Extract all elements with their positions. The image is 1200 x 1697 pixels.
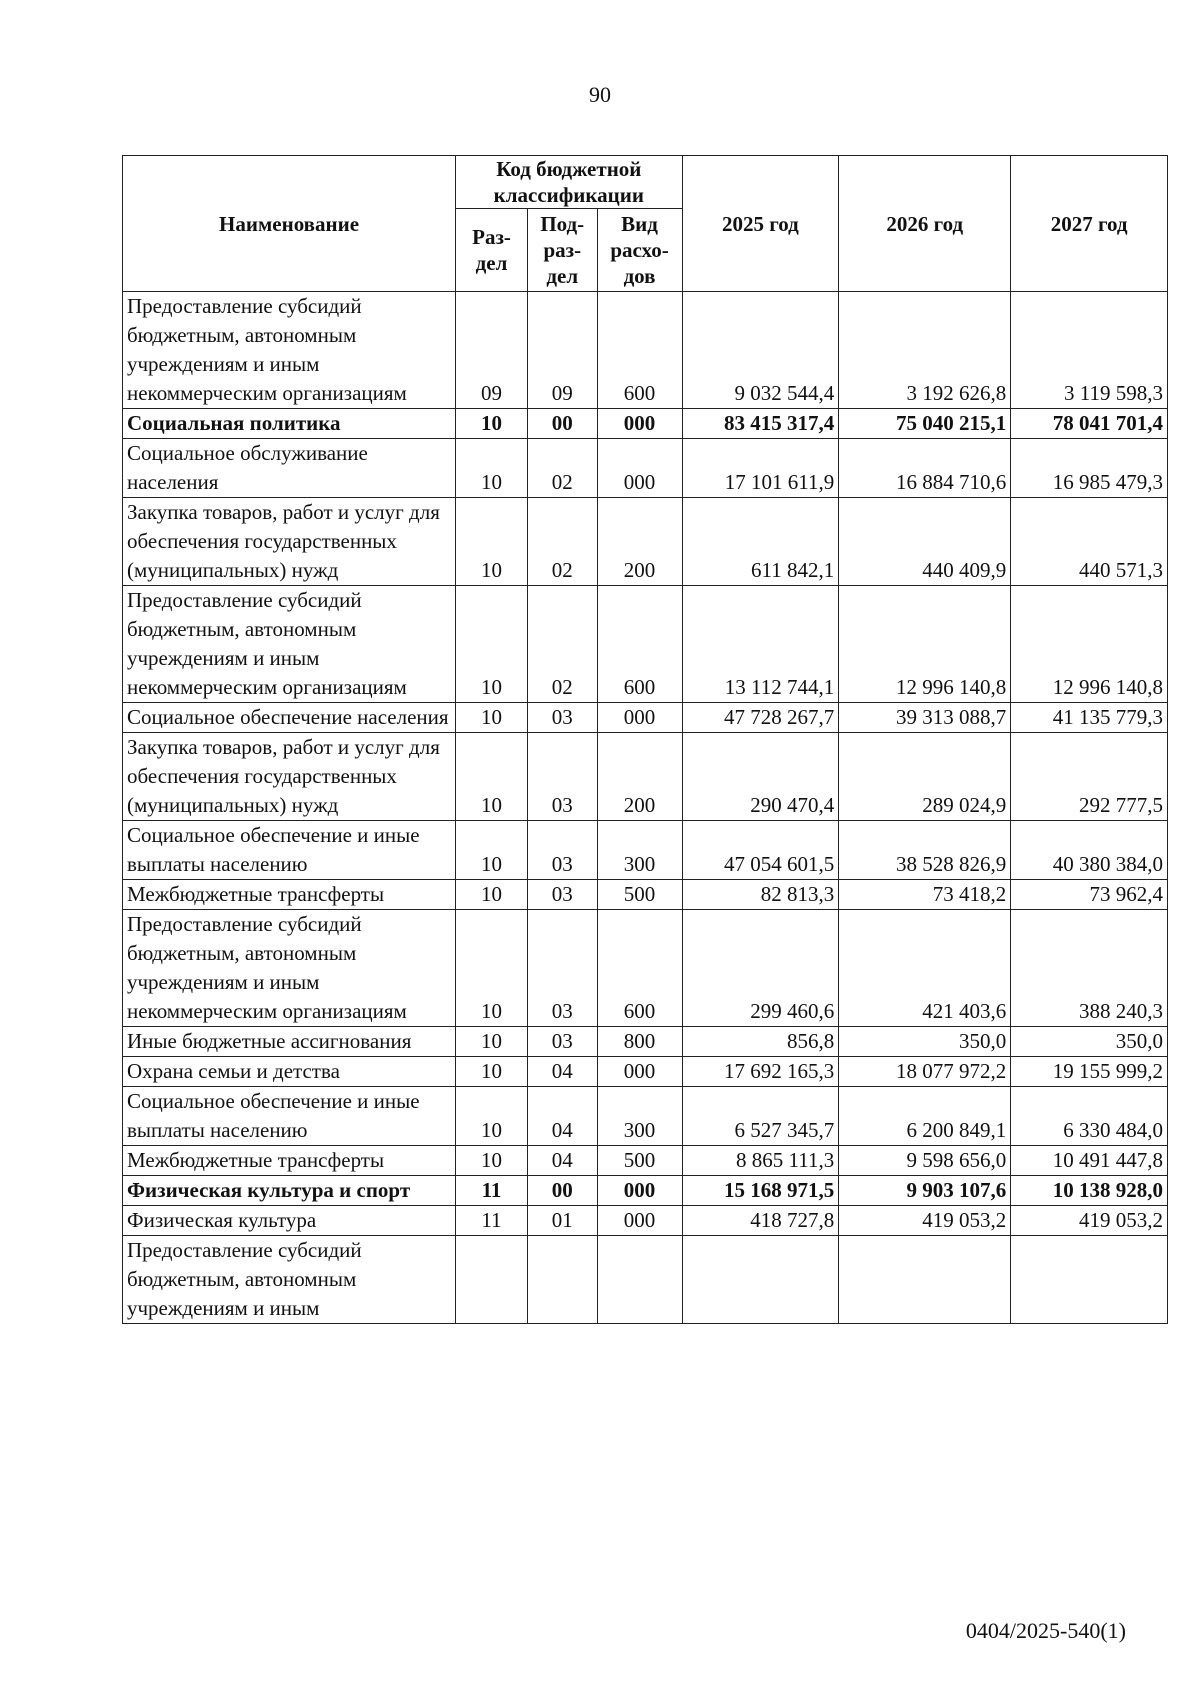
row-name: Социальное обеспечение и иные выплаты населению — [123, 821, 456, 880]
row-value-2025: 17 692 165,3 — [682, 1057, 839, 1087]
table-row — [123, 1176, 1168, 1206]
row-value-2026: 38 528 826,9 — [839, 821, 1011, 880]
row-value-2025: 418 727,8 — [682, 1206, 839, 1236]
row-razdel: 10 — [456, 498, 528, 586]
row-value-2027: 419 053,2 — [1011, 1206, 1168, 1236]
row-value-2025: 299 460,6 — [682, 910, 839, 1027]
row-vid: 000 — [597, 1176, 682, 1206]
row-podrazdel: 09 — [527, 292, 597, 409]
row-value-2025: 6 527 345,7 — [682, 1087, 839, 1146]
row-value-2027: 440 571,3 — [1011, 498, 1168, 586]
row-value-2026: 39 313 088,7 — [839, 703, 1011, 733]
row-vid: 600 — [597, 910, 682, 1027]
row-value-2027: 350,0 — [1011, 1027, 1168, 1057]
row-value-2026: 73 418,2 — [839, 880, 1011, 910]
row-vid: 300 — [597, 1087, 682, 1146]
row-value-2025: 47 728 267,7 — [682, 703, 839, 733]
header-2027: 2027 год — [1011, 156, 1168, 292]
row-name: Закупка товаров, работ и услуг для обеспечения государственных (муниципальных) нужд — [123, 498, 456, 586]
row-vid: 000 — [597, 703, 682, 733]
row-vid: 600 — [597, 586, 682, 703]
document-id: 0404/2025-540(1) — [965, 1618, 1126, 1643]
header-2025: 2025 год — [682, 156, 839, 292]
row-podrazdel: 02 — [527, 498, 597, 586]
row-vid: 600 — [597, 292, 682, 409]
row-name: Социальная политика — [123, 409, 456, 439]
row-razdel: 10 — [456, 1087, 528, 1146]
row-razdel: 10 — [456, 439, 528, 498]
row-podrazdel: 03 — [527, 880, 597, 910]
row-vid: 200 — [597, 733, 682, 821]
row-value-2026: 16 884 710,6 — [839, 439, 1011, 498]
row-razdel: 10 — [456, 880, 528, 910]
row-vid — [597, 1236, 682, 1324]
row-value-2025: 15 168 971,5 — [682, 1176, 839, 1206]
table-row — [123, 1146, 1168, 1176]
row-value-2025: 611 842,1 — [682, 498, 839, 586]
row-value-2026: 75 040 215,1 — [839, 409, 1011, 439]
row-razdel: 10 — [456, 910, 528, 1027]
row-value-2025 — [682, 1236, 839, 1324]
row-name: Иные бюджетные ассигнования — [123, 1027, 456, 1057]
row-podrazdel: 03 — [527, 733, 597, 821]
row-vid: 000 — [597, 439, 682, 498]
row-name: Охрана семьи и детства — [123, 1057, 456, 1087]
header-code-group: Код бюджетной классификации — [456, 156, 682, 209]
row-name: Социальное обеспечение населения — [123, 703, 456, 733]
row-razdel: 10 — [456, 1146, 528, 1176]
row-vid: 000 — [597, 409, 682, 439]
row-value-2025: 47 054 601,5 — [682, 821, 839, 880]
row-value-2027: 292 777,5 — [1011, 733, 1168, 821]
row-razdel: 10 — [456, 1027, 528, 1057]
row-value-2027: 10 138 928,0 — [1011, 1176, 1168, 1206]
row-value-2025: 83 415 317,4 — [682, 409, 839, 439]
row-vid: 800 — [597, 1027, 682, 1057]
row-name: Предоставление субсидий бюджетным, автономным учреждениям и иным некоммерческим организациям — [123, 586, 456, 703]
row-vid: 000 — [597, 1057, 682, 1087]
row-value-2027: 12 996 140,8 — [1011, 586, 1168, 703]
table-body — [123, 292, 1168, 1324]
row-value-2026: 289 024,9 — [839, 733, 1011, 821]
row-value-2027: 19 155 999,2 — [1011, 1057, 1168, 1087]
header-razdel: Раз- дел — [456, 209, 528, 292]
row-podrazdel: 03 — [527, 703, 597, 733]
table-row — [123, 821, 1168, 880]
header-name: Наименование — [123, 156, 456, 292]
row-name: Физическая культура — [123, 1206, 456, 1236]
row-value-2026: 9 903 107,6 — [839, 1176, 1011, 1206]
row-value-2027: 73 962,4 — [1011, 880, 1168, 910]
row-value-2026: 419 053,2 — [839, 1206, 1011, 1236]
row-vid: 500 — [597, 1146, 682, 1176]
row-name: Межбюджетные трансферты — [123, 880, 456, 910]
row-podrazdel: 02 — [527, 586, 597, 703]
row-name: Предоставление субсидий бюджетным, автономным учреждениям и иным — [123, 1236, 456, 1324]
table-row — [123, 292, 1168, 409]
row-value-2027: 3 119 598,3 — [1011, 292, 1168, 409]
row-name: Предоставление субсидий бюджетным, автономным учреждениям и иным некоммерческим организациям — [123, 910, 456, 1027]
row-value-2026: 350,0 — [839, 1027, 1011, 1057]
table-row — [123, 1057, 1168, 1087]
row-value-2026: 9 598 656,0 — [839, 1146, 1011, 1176]
row-value-2025: 290 470,4 — [682, 733, 839, 821]
row-value-2027: 78 041 701,4 — [1011, 409, 1168, 439]
table-row — [123, 1236, 1168, 1324]
row-value-2025: 8 865 111,3 — [682, 1146, 839, 1176]
row-razdel: 10 — [456, 821, 528, 880]
row-podrazdel: 00 — [527, 1176, 597, 1206]
row-name: Социальное обеспечение и иные выплаты населению — [123, 1087, 456, 1146]
row-value-2025: 82 813,3 — [682, 880, 839, 910]
row-value-2025: 13 112 744,1 — [682, 586, 839, 703]
row-value-2026: 3 192 626,8 — [839, 292, 1011, 409]
table-row — [123, 703, 1168, 733]
header-podrazdel: Под- раз- дел — [527, 209, 597, 292]
budget-table — [122, 155, 1168, 1324]
row-vid: 500 — [597, 880, 682, 910]
row-podrazdel: 03 — [527, 821, 597, 880]
row-name: Закупка товаров, работ и услуг для обеспечения государственных (муниципальных) нужд — [123, 733, 456, 821]
row-value-2027: 6 330 484,0 — [1011, 1087, 1168, 1146]
row-vid: 300 — [597, 821, 682, 880]
row-razdel: 11 — [456, 1176, 528, 1206]
table-row — [123, 498, 1168, 586]
row-podrazdel: 03 — [527, 910, 597, 1027]
row-value-2026: 18 077 972,2 — [839, 1057, 1011, 1087]
row-value-2026: 440 409,9 — [839, 498, 1011, 586]
row-podrazdel: 00 — [527, 409, 597, 439]
row-vid: 200 — [597, 498, 682, 586]
row-vid: 000 — [597, 1206, 682, 1236]
table-row — [123, 733, 1168, 821]
row-podrazdel: 04 — [527, 1057, 597, 1087]
row-value-2027: 388 240,3 — [1011, 910, 1168, 1027]
row-podrazdel: 01 — [527, 1206, 597, 1236]
row-value-2027 — [1011, 1236, 1168, 1324]
row-razdel: 09 — [456, 292, 528, 409]
row-razdel: 11 — [456, 1206, 528, 1236]
row-razdel: 10 — [456, 409, 528, 439]
row-value-2027: 16 985 479,3 — [1011, 439, 1168, 498]
table-row — [123, 1087, 1168, 1146]
row-razdel — [456, 1236, 528, 1324]
row-podrazdel: 04 — [527, 1146, 597, 1176]
row-razdel: 10 — [456, 586, 528, 703]
table-header — [123, 156, 1168, 292]
row-value-2026: 12 996 140,8 — [839, 586, 1011, 703]
row-value-2027: 41 135 779,3 — [1011, 703, 1168, 733]
row-value-2025: 9 032 544,4 — [682, 292, 839, 409]
row-name: Физическая культура и спорт — [123, 1176, 456, 1206]
row-name: Социальное обслуживание населения — [123, 439, 456, 498]
row-podrazdel: 02 — [527, 439, 597, 498]
table-row — [123, 439, 1168, 498]
row-razdel: 10 — [456, 733, 528, 821]
row-value-2026: 421 403,6 — [839, 910, 1011, 1027]
row-podrazdel — [527, 1236, 597, 1324]
row-value-2027: 40 380 384,0 — [1011, 821, 1168, 880]
header-2026: 2026 год — [839, 156, 1011, 292]
row-podrazdel: 03 — [527, 1027, 597, 1057]
header-vid: Вид расхо- дов — [597, 209, 682, 292]
row-razdel: 10 — [456, 703, 528, 733]
row-value-2025: 17 101 611,9 — [682, 439, 839, 498]
row-name: Межбюджетные трансферты — [123, 1146, 456, 1176]
row-razdel: 10 — [456, 1057, 528, 1087]
table-row — [123, 586, 1168, 703]
row-value-2026 — [839, 1236, 1011, 1324]
row-value-2027: 10 491 447,8 — [1011, 1146, 1168, 1176]
row-value-2026: 6 200 849,1 — [839, 1087, 1011, 1146]
table-row — [123, 409, 1168, 439]
table-row — [123, 880, 1168, 910]
table-row — [123, 1027, 1168, 1057]
row-name: Предоставление субсидий бюджетным, автономным учреждениям и иным некоммерческим организациям — [123, 292, 456, 409]
row-podrazdel: 04 — [527, 1087, 597, 1146]
row-value-2025: 856,8 — [682, 1027, 839, 1057]
table-row — [123, 910, 1168, 1027]
table-row — [123, 1206, 1168, 1236]
page-number: 90 — [589, 82, 611, 107]
